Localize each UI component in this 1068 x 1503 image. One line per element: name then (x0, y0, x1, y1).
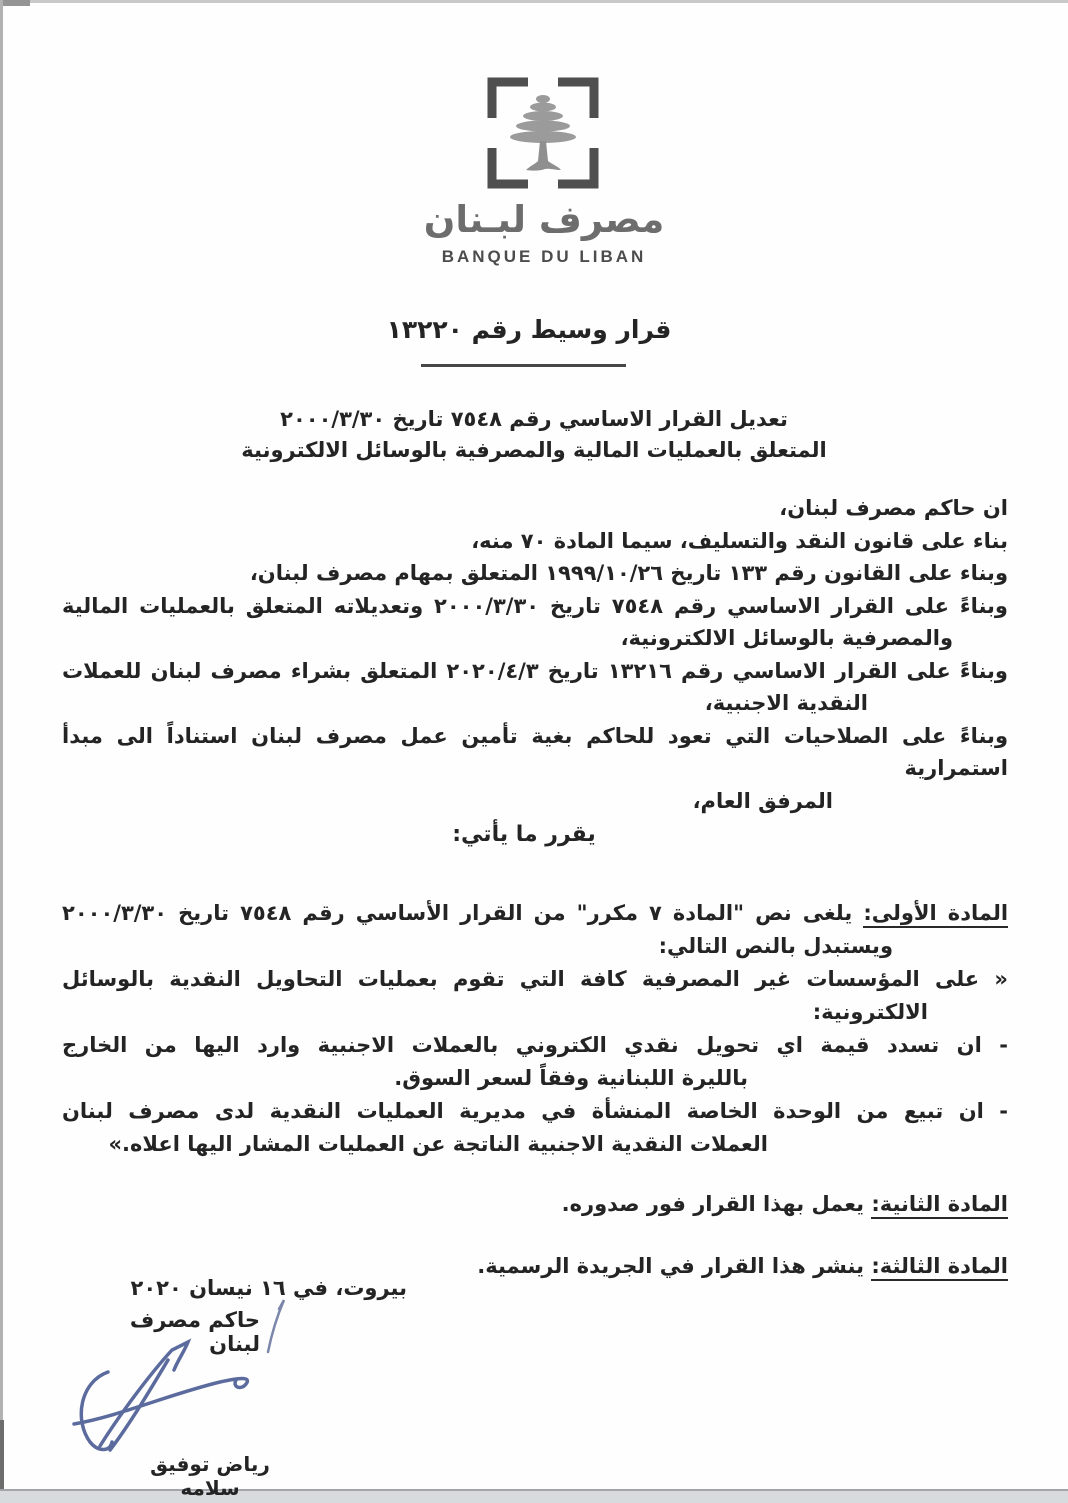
scan-edge-top (0, 0, 1068, 3)
article-one-quote-line-1: « على المؤسسات غير المصرفية كافة التي تقوم بعمليات التحاويل النقدية بالوسائل (62, 967, 1008, 991)
article-one-line-2: ويستبدل بالنص التالي: (658, 934, 893, 958)
preamble-line-6: وبناءً على القرار الاساسي رقم ١٣٢١٦ تاريخ ٢٠٢٠/٤/٣ المتعلق بشراء مصرف لبنان للعملات (62, 658, 1008, 683)
governor-signature (50, 1338, 360, 1468)
article-one-label: المادة الأولى: (863, 901, 1008, 928)
bank-logo (487, 77, 599, 189)
article-three-text: ينشر هذا القرار في الجريدة الرسمية. (477, 1254, 865, 1278)
preamble-line-3: وبناء على القانون رقم ١٣٣ تاريخ ١٩٩٩/١٠/٢٦ المتعلق بمهام مصرف لبنان، (249, 561, 1008, 585)
article-two-label: المادة الثانية: (871, 1192, 1008, 1219)
preamble (62, 492, 1008, 817)
article-one-bullet-2-line-1: - ان تبيع من الوحدة الخاصة المنشأة في مديرية العمليات النقدية لدى مصرف لبنان (62, 1099, 1008, 1123)
preamble-line-9: المرفق العام، (692, 788, 833, 813)
article-one-text: يلغى نص "المادة ٧ مكرر" من القرار الأساسي رقم ٧٥٤٨ تاريخ ٢٠٠٠/٣/٣٠ (62, 901, 853, 925)
article-one-line-1 (62, 897, 1008, 930)
decision-intro: يقرر ما يأتي: (452, 822, 596, 847)
title-underline (421, 364, 626, 367)
preamble-line-1: ان حاكم مصرف لبنان، (779, 496, 1008, 520)
decision-subtitle (234, 404, 834, 466)
article-one-quote-line-2: الالكترونية: (812, 1000, 928, 1024)
preamble-line-4: وبناءً على القرار الاساسي رقم ٧٥٤٨ تاريخ ٢٠٠٠/٣/٣٠ وتعديلاته المتعلق بالعمليات المالية (62, 593, 1008, 618)
preamble-line-2: بناء على قانون النقد والتسليف، سيما المادة ٧٠ منه، (471, 528, 1008, 553)
signatory-title: حاكم مصرف لبنان (129, 1308, 260, 1356)
scan-edge-top-notch (0, 0, 30, 6)
article-two-text: يعمل بهذا القرار فور صدوره. (561, 1192, 865, 1216)
article-one-bullet-1-line-1: - ان تسدد قيمة اي تحويل نقدي الكتروني بالعملات الاجنبية وارد اليها من الخارج (62, 1033, 1008, 1057)
bank-name-latin: BANQUE DU LIBAN (441, 247, 647, 266)
cedar-tree-icon (510, 95, 576, 171)
article-one (62, 897, 1008, 1161)
preamble-line-8: وبناءً على الصلاحيات التي تعود للحاكم بغية تأمين عمل مصرف لبنان استناداً الى مبدأ استمرارية (62, 723, 1008, 780)
article-three-label: المادة الثالثة: (871, 1254, 1008, 1281)
bank-name-arabic: مصرف لبـنان (423, 198, 665, 241)
subtitle-line-2: المتعلق بالعمليات المالية والمصرفية بالوسائل الالكترونية (241, 438, 827, 462)
article-one-bullet-2-line-2: العملات النقدية الاجنبية الناتجة عن العمليات المشار اليها اعلاه.» (108, 1132, 768, 1156)
signatory-name: رياض توفيق سلامه (150, 1452, 270, 1500)
subtitle-line-1: تعديل القرار الاساسي رقم ٧٥٤٨ تاريخ ٢٠٠٠/٣/٣٠ (280, 407, 788, 431)
place-date: بيروت، في ١٦ نيسان ٢٠٢٠ (130, 1276, 407, 1300)
preamble-line-7: النقدية الاجنبية، (704, 691, 868, 715)
scan-edge-left (0, 0, 3, 1503)
article-one-bullet-1-line-2: بالليرة اللبنانية وفقاً لسعر السوق. (394, 1066, 748, 1090)
decision-title: قرار وسيط رقم ١٣٢٢٠ (386, 315, 672, 344)
preamble-line-5: والمصرفية بالوسائل الالكترونية، (620, 626, 953, 650)
article-two (62, 1188, 1008, 1221)
